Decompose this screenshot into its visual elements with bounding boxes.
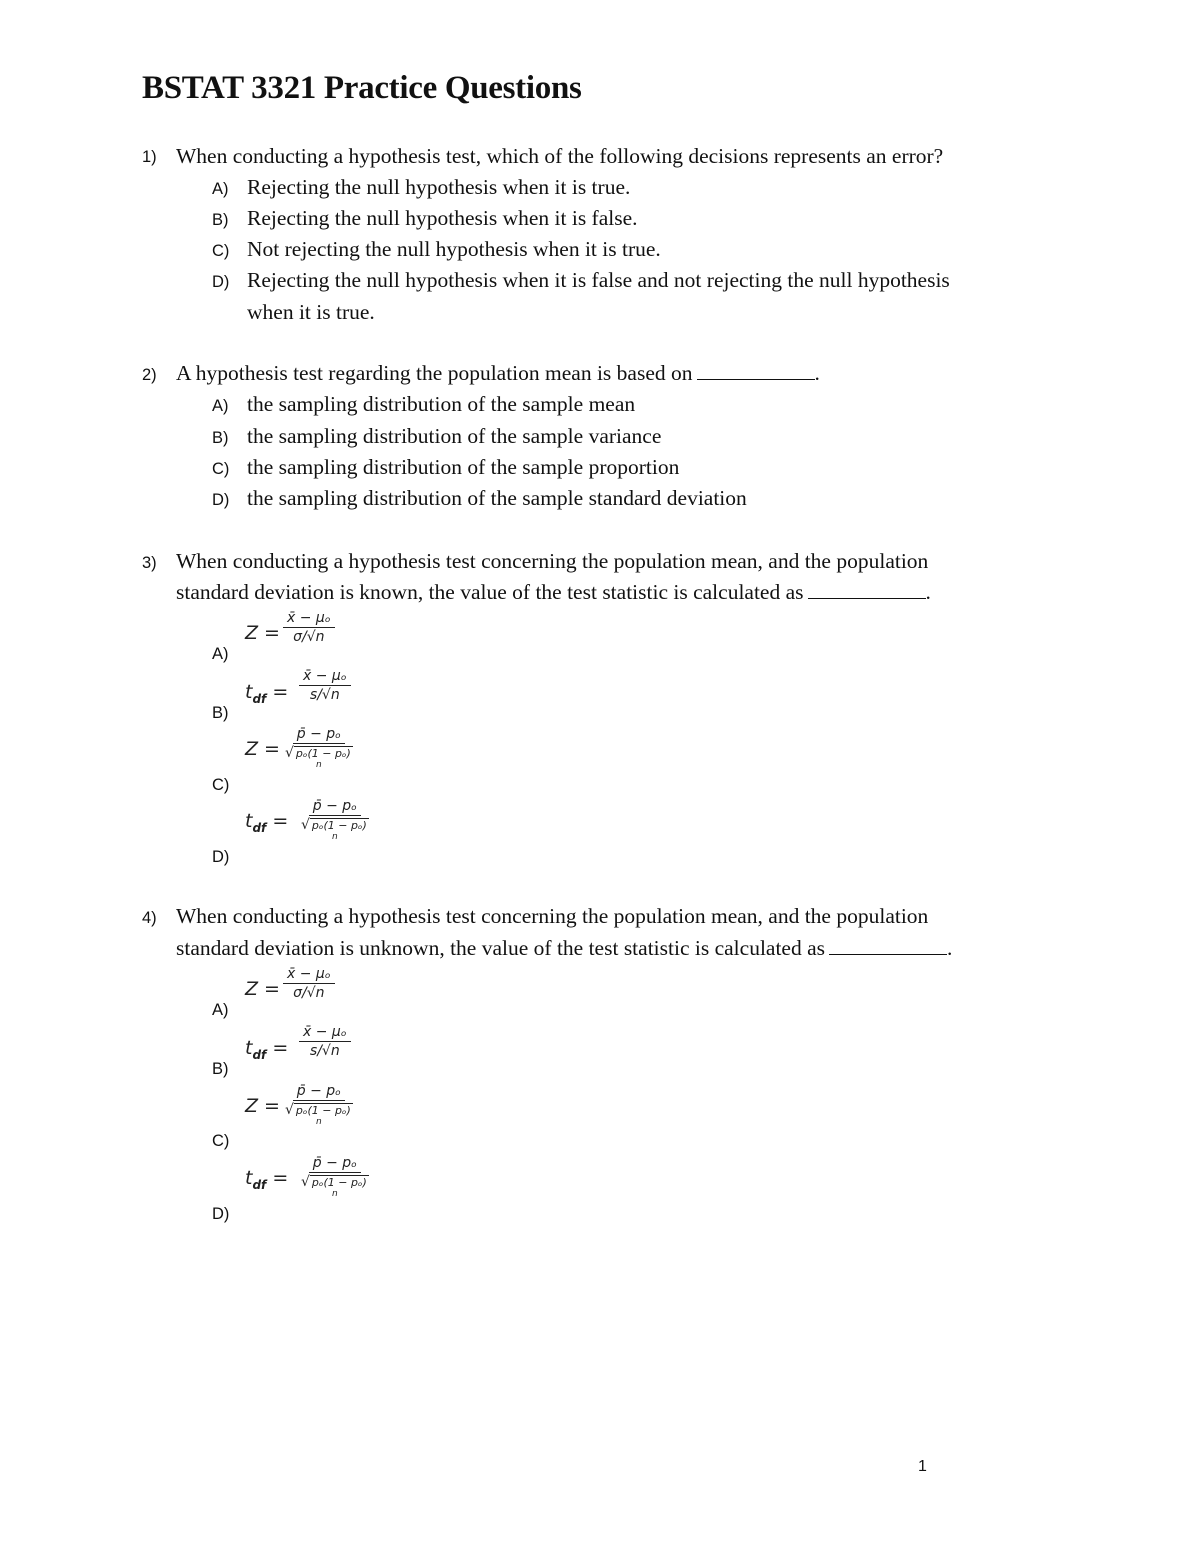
page-number: 1	[918, 1458, 927, 1475]
denominator: √ pₒ(1 − pₒ) n	[301, 817, 367, 842]
question-2-text	[176, 358, 820, 389]
numerator: x̄ − μₒ	[283, 966, 335, 984]
numerator: p̄ − pₒ	[293, 726, 345, 744]
q2-option-c-text: the sampling distribution of the sample proportion	[247, 455, 680, 479]
question-1-number: 1)	[142, 148, 157, 166]
q4-option-a-label: A)	[212, 1001, 229, 1019]
sample-size: n	[332, 1189, 338, 1199]
t-symbol: t	[245, 810, 253, 832]
q3-option-b-label: B)	[212, 704, 229, 722]
sqrt-content: pₒ(1 − pₒ)	[311, 819, 367, 832]
question-3-number: 3)	[142, 554, 157, 572]
equals-sign: =	[272, 1167, 289, 1189]
q2-option-a-label: A)	[212, 397, 229, 415]
t-symbol: t	[245, 681, 253, 703]
denominator: s/√n	[309, 1043, 340, 1059]
fraction	[283, 966, 335, 1001]
q3-formula-d	[245, 798, 385, 864]
question-2-text-main: A hypothesis test regarding the population mean is based on	[176, 361, 693, 385]
sample-size: n	[332, 832, 338, 842]
q3-formula-a	[245, 610, 355, 660]
q2-option-d-label: D)	[212, 491, 230, 509]
q3-formula-c	[245, 726, 375, 792]
df-subscript: df	[252, 691, 267, 706]
fraction	[301, 1155, 369, 1199]
t-df-equals	[245, 810, 288, 835]
t-df-equals	[245, 1037, 288, 1062]
fraction	[299, 1024, 351, 1059]
question-4-period: .	[947, 936, 953, 960]
q1-option-c-text: Not rejecting the null hypothesis when it is true.	[247, 237, 661, 261]
equals-sign: =	[272, 681, 289, 703]
z-equals: Z =	[245, 738, 280, 760]
q4-option-d-label: D)	[212, 1205, 230, 1223]
page-title: BSTAT 3321 Practice Questions	[142, 70, 582, 106]
fraction	[299, 668, 351, 703]
fraction	[283, 610, 335, 645]
q1-option-b-label: B)	[212, 211, 229, 229]
equals-sign: =	[272, 1037, 289, 1059]
answer-blank	[829, 937, 947, 955]
df-subscript: df	[252, 1177, 267, 1192]
question-3-text-main: standard deviation is known, the value of the test statistic is calculated as	[176, 580, 804, 604]
question-4-text-line2	[176, 933, 952, 964]
denominator: σ/√n	[293, 985, 325, 1001]
question-3-period: .	[925, 580, 931, 604]
q3-option-a-label: A)	[212, 645, 229, 663]
fraction	[301, 798, 369, 842]
fraction	[285, 1083, 353, 1127]
sqrt-content: pₒ(1 − pₒ)	[311, 1176, 367, 1189]
denominator: √ pₒ(1 − pₒ) n	[301, 1174, 367, 1199]
numerator: p̄ − pₒ	[309, 798, 361, 816]
numerator: x̄ − μₒ	[299, 668, 351, 686]
q3-option-d-label: D)	[212, 848, 230, 866]
denominator: s/√n	[309, 687, 340, 703]
z-equals: Z =	[245, 622, 280, 644]
question-4-text-line1: When conducting a hypothesis test concerning the population mean, and the population	[176, 904, 929, 928]
q1-option-c-label: C)	[212, 242, 230, 260]
q2-option-d-text: the sampling distribution of the sample standard deviation	[247, 486, 747, 510]
q2-option-b-text: the sampling distribution of the sample variance	[247, 424, 662, 448]
q4-formula-b	[245, 1024, 365, 1076]
q1-option-b-text: Rejecting the null hypothesis when it is false.	[247, 206, 638, 230]
sqrt-content: pₒ(1 − pₒ)	[295, 747, 351, 760]
q1-option-d-label: D)	[212, 273, 230, 291]
q2-option-a-text: the sampling distribution of the sample mean	[247, 392, 636, 416]
numerator: p̄ − pₒ	[309, 1155, 361, 1173]
z-equals: Z =	[245, 1095, 280, 1117]
question-4-text-main: standard deviation is unknown, the value of the test statistic is calculated as	[176, 936, 826, 960]
q2-option-c-label: C)	[212, 460, 230, 478]
answer-blank	[697, 362, 815, 380]
q1-option-a-text: Rejecting the null hypothesis when it is true.	[247, 175, 631, 199]
question-2-period: .	[814, 361, 820, 385]
q4-formula-a	[245, 966, 355, 1016]
denominator: σ/√n	[293, 629, 325, 645]
q2-option-b-label: B)	[212, 429, 229, 447]
question-3-text-line2	[176, 577, 931, 608]
t-df-equals	[245, 681, 288, 706]
q4-option-c-label: C)	[212, 1132, 230, 1150]
numerator: x̄ − μₒ	[299, 1024, 351, 1042]
df-subscript: df	[252, 820, 267, 835]
z-equals: Z =	[245, 978, 280, 1000]
denominator: √ pₒ(1 − pₒ) n	[285, 745, 351, 770]
sample-size: n	[316, 760, 322, 770]
answer-blank	[808, 581, 926, 599]
t-df-equals	[245, 1167, 288, 1192]
q4-formula-d	[245, 1155, 385, 1221]
denominator: √ pₒ(1 − pₒ) n	[285, 1102, 351, 1127]
numerator: p̄ − pₒ	[293, 1083, 345, 1101]
t-symbol: t	[245, 1037, 253, 1059]
q3-formula-b	[245, 668, 365, 720]
fraction	[285, 726, 353, 770]
question-2-number: 2)	[142, 366, 157, 384]
question-4-number: 4)	[142, 909, 157, 927]
q4-formula-c	[245, 1083, 375, 1149]
question-3-text-line1: When conducting a hypothesis test concerning the population mean, and the population	[176, 549, 929, 573]
q1-option-d-text: Rejecting the null hypothesis when it is false and not rejecting the null hypothesis	[247, 268, 950, 292]
sqrt-content: pₒ(1 − pₒ)	[295, 1104, 351, 1117]
df-subscript: df	[252, 1047, 267, 1062]
sample-size: n	[316, 1117, 322, 1127]
q4-option-b-label: B)	[212, 1060, 229, 1078]
numerator: x̄ − μₒ	[283, 610, 335, 628]
equals-sign: =	[272, 810, 289, 832]
q1-option-a-label: A)	[212, 180, 229, 198]
t-symbol: t	[245, 1167, 253, 1189]
q3-option-c-label: C)	[212, 776, 230, 794]
question-1-text: When conducting a hypothesis test, which of the following decisions represents an error?	[176, 144, 944, 168]
q1-option-d-text-cont: when it is true.	[247, 300, 375, 324]
